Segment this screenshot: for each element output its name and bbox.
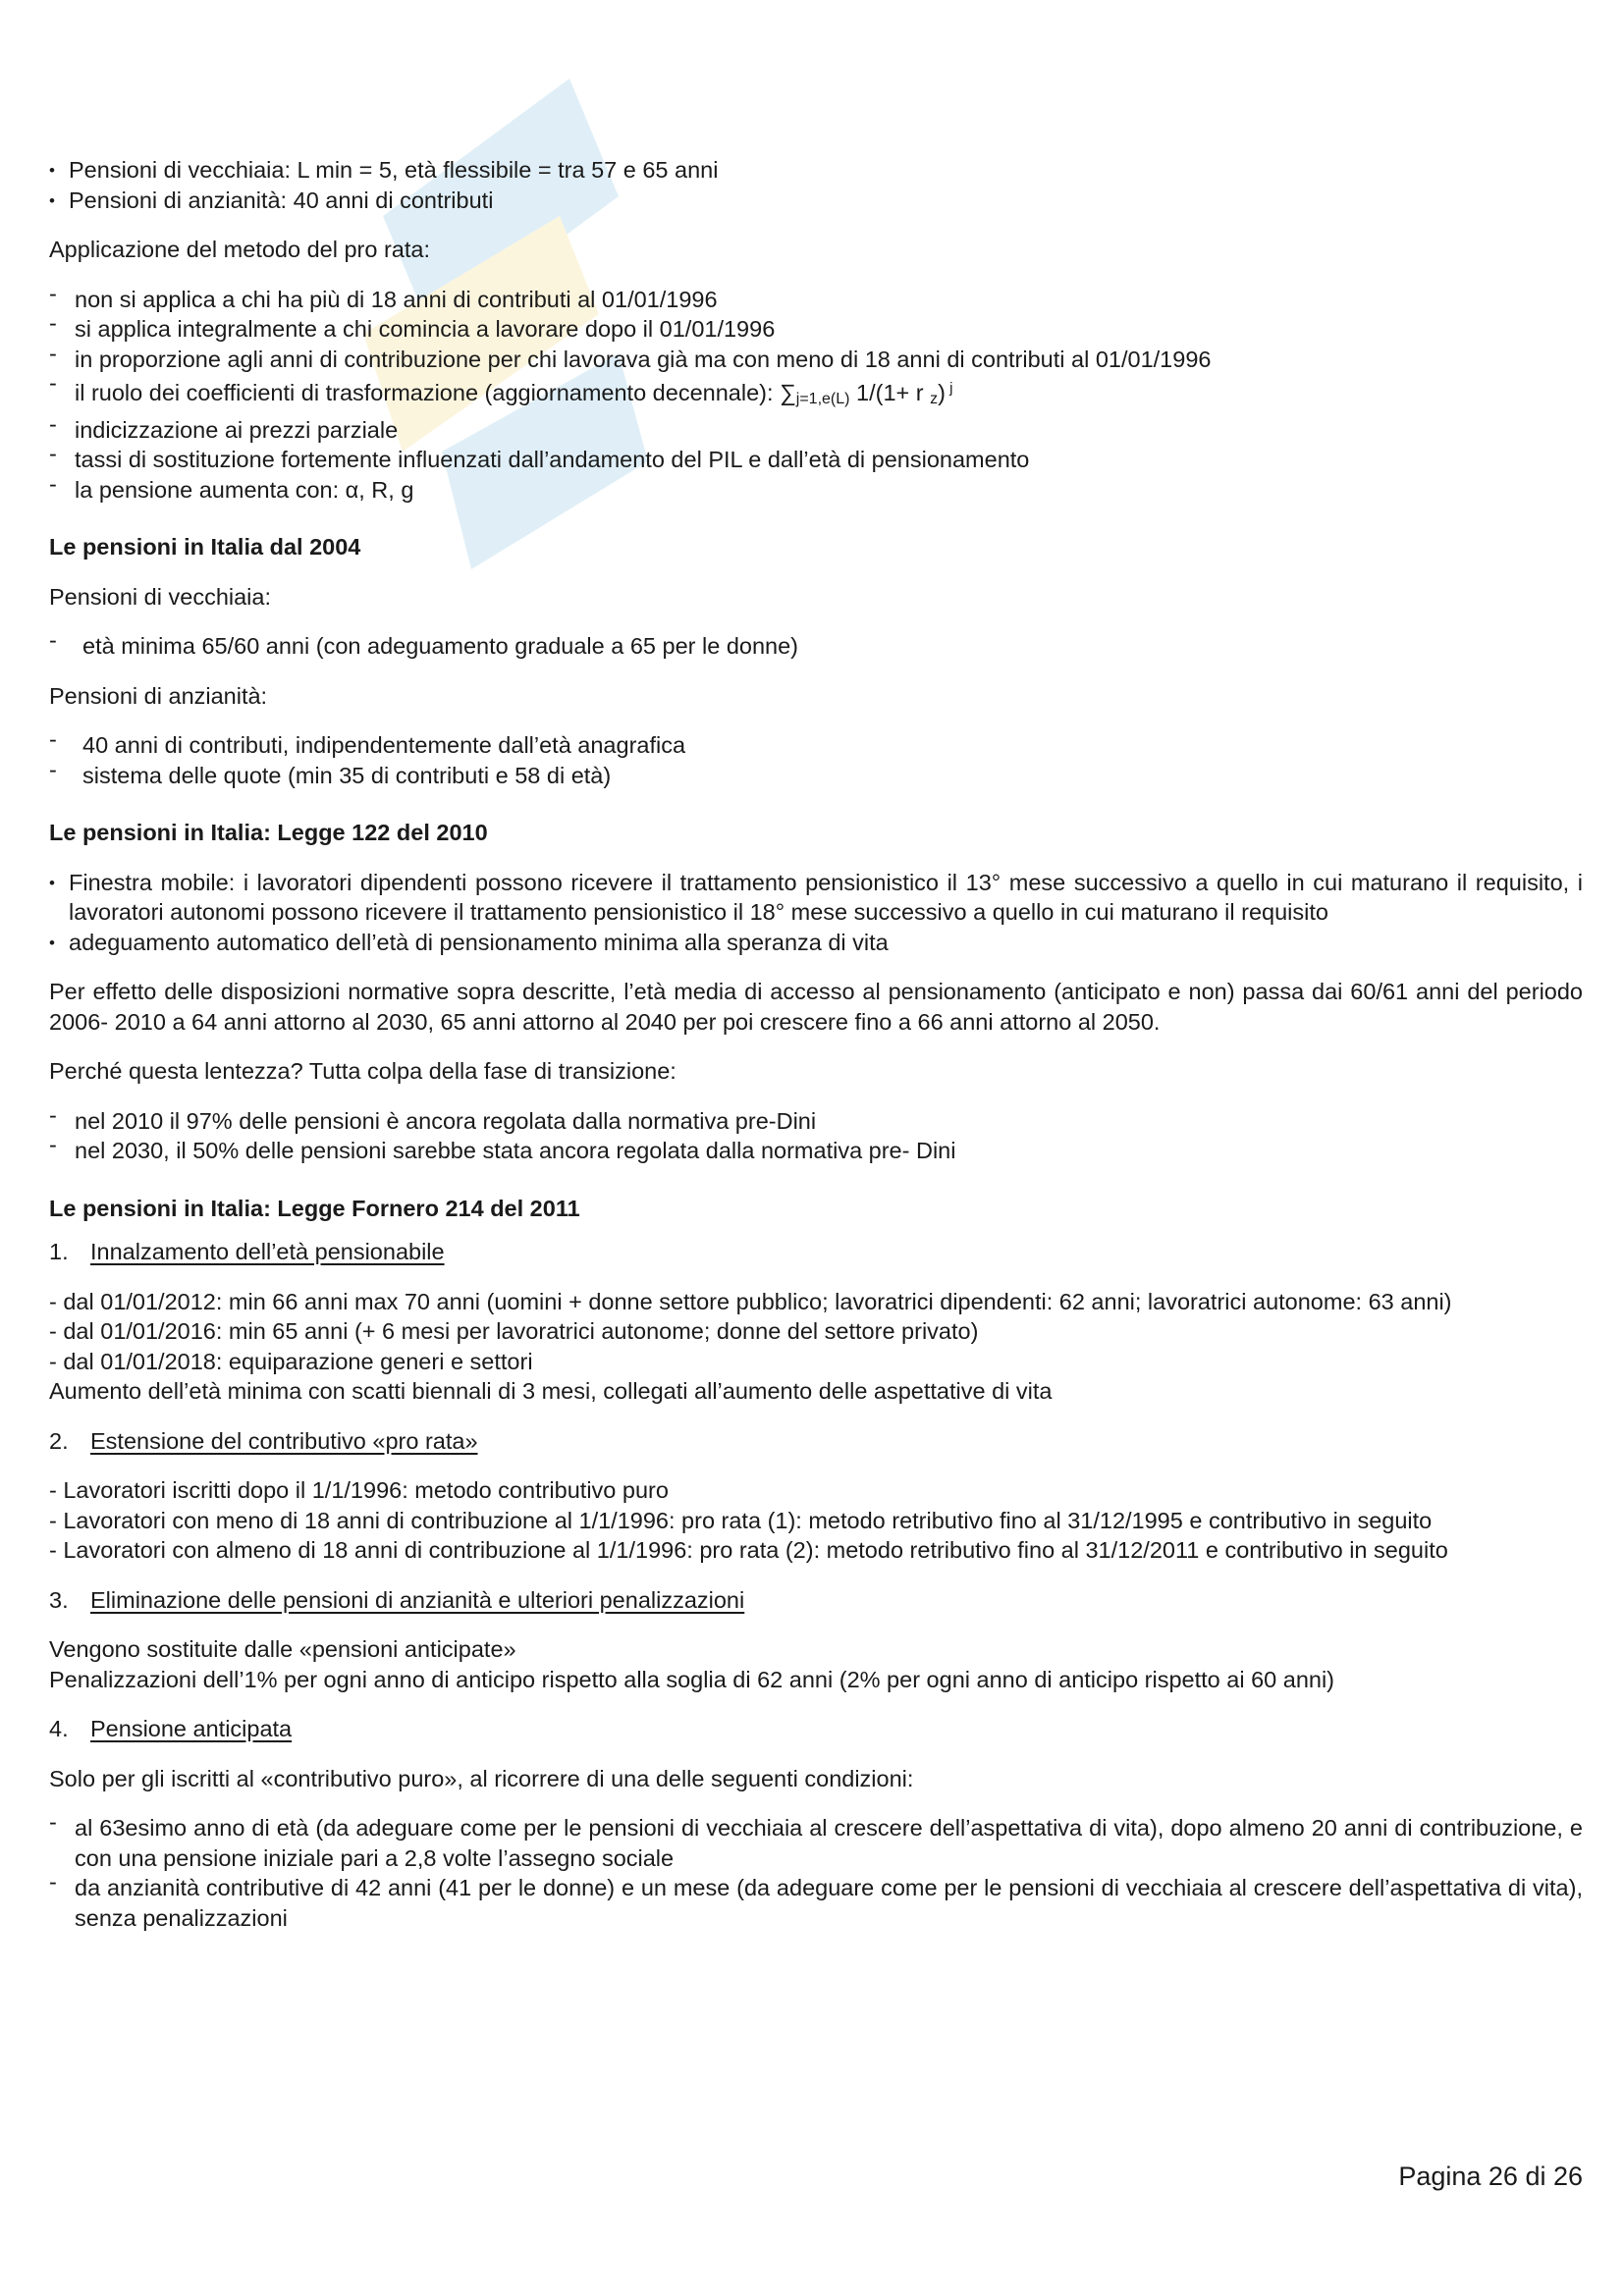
list-item: - sistema delle quote (min 35 di contributi e 58 di età): [49, 761, 1583, 791]
legge-2010-bullets: [49, 868, 1583, 958]
list-item: - in proporzione agli anni di contribuzione per chi lavorava già ma con meno di 18 anni di contributi al 01/01/1996: [49, 345, 1583, 375]
number-label: 4.: [49, 1716, 69, 1741]
coeff-sub-range: j=1,e(L): [795, 391, 850, 407]
numbered-heading-1: [49, 1237, 1583, 1267]
text-line: - dal 01/01/2016: min 65 anni (+ 6 mesi per lavoratrici autonome; donne del settore privato): [49, 1318, 979, 1344]
legge-2010-question: Perché questa lentezza? Tutta colpa della fase di transizione:: [49, 1058, 677, 1084]
page-number: Pagina 26 di 26: [1398, 2162, 1583, 2191]
anzianita-list: [49, 730, 1583, 790]
list-item: • Pensioni di vecchiaia: L min = 5, età flessibile = tra 57 e 65 anni: [49, 155, 1583, 186]
list-item: • Pensioni di anzianità: 40 anni di contributi: [49, 186, 1583, 216]
list-item: - si applica integralmente a chi comincia a lavorare dopo il 01/01/1996: [49, 314, 1583, 345]
number-label: 2.: [49, 1427, 69, 1454]
coeff-text: il ruolo dei coefficienti di trasformazione (aggiornamento decennale): ∑: [75, 380, 796, 405]
pro-rata-list: [49, 285, 1583, 506]
pro-rata-heading: Applicazione del metodo del pro rata:: [49, 237, 430, 262]
text-line: Aumento dell’età minima con scatti biennali di 3 mesi, collegati all’aumento delle aspettative di vita: [49, 1378, 1053, 1404]
numbered-heading-3: [49, 1585, 1583, 1616]
vecchiaia-list: [49, 631, 1583, 662]
list-item: - età minima 65/60 anni (con adeguamento graduale a 65 per le donne): [49, 631, 1583, 662]
coeff-formula: 1/(1+ r: [849, 380, 931, 405]
text-line: - Lavoratori iscritti dopo il 1/1/1996: metodo contributivo puro: [49, 1477, 669, 1503]
text-line: - dal 01/01/2018: equiparazione generi e settori: [49, 1348, 533, 1374]
numbered-heading-text: Pensione anticipata: [90, 1716, 293, 1741]
text-line: - Lavoratori con meno di 18 anni di contribuzione al 1/1/1996: pro rata (1): metodo retributivo fino al 31/12/1995 e contributivo in seguito: [49, 1507, 1433, 1533]
numbered-heading-text: Eliminazione delle pensioni di anzianità e ulteriori penalizzazioni: [90, 1586, 745, 1613]
list-item: - la pensione aumenta con: α, R, g: [49, 475, 1583, 506]
coeff-sup-j: j: [945, 380, 953, 397]
list-item: - indicizzazione ai prezzi parziale: [49, 415, 1583, 446]
list-item: - 40 anni di contributi, indipendentemente dall’età anagrafica: [49, 730, 1583, 761]
number-label: 3.: [49, 1586, 69, 1613]
section-title-2010: Le pensioni in Italia: Legge 122 del 2010: [49, 820, 488, 845]
anzianita-label: Pensioni di anzianità:: [49, 682, 268, 709]
pensione-anticipata-list: [49, 1813, 1583, 1933]
list-item: • adeguamento automatico dell’età di pensionamento minima alla speranza di vita: [49, 928, 1583, 958]
text-line: Penalizzazioni dell’1% per ogni anno di anticipo rispetto alla soglia di 62 anni (2% per ogni anno di anticipo rispetto ai 60 anni): [49, 1666, 1335, 1692]
coeff-sub-z: z: [930, 391, 939, 407]
section-title-2011: Le pensioni in Italia: Legge Fornero 214 del 2011: [49, 1195, 580, 1221]
document-page: [49, 155, 1583, 1933]
text-line: Vengono sostituite dalle «pensioni anticipate»: [49, 1636, 516, 1662]
legge-2010-list: [49, 1106, 1583, 1166]
list-item: - non si applica a chi ha più di 18 anni di contributi al 01/01/1996: [49, 285, 1583, 315]
coeff-close: ): [938, 380, 946, 405]
list-item: - al 63esimo anno di età (da adeguare come per le pensioni di vecchiaia al crescere dell’aspettativa di vita), dopo almeno 20 anni di contribuzione, e con una pensione iniziale pari a 2,8 volte l’assegno sociale: [49, 1813, 1583, 1873]
list-item: - da anzianità contributive di 42 anni (41 per le donne) e un mese (da adeguare come per le pensioni di vecchiaia al crescere dell’aspettativa di vita), senza penalizzazioni: [49, 1873, 1583, 1933]
numbered-heading-text: Estensione del contributivo «pro rata»: [90, 1427, 478, 1454]
legge-2010-paragraph: Per effetto delle disposizioni normative sopra descritte, l’età media di accesso al pensionamento (anticipato e non) passa dai 60/61 anni del periodo 2006- 2010 a 64 anni attorno al 2030, 65 anni attorno al 2040 per poi crescere fino a 66 anni attorno al 2050.: [49, 979, 1583, 1035]
list-item-coefficients: [49, 374, 1583, 415]
list-item: • Finestra mobile: i lavoratori dipendenti possono ricevere il trattamento pensionistico il 13° mese successivo a quello in cui maturano il requisito, i lavoratori autonomi possono ricevere il trattamento pensionistico il 18° mese successivo a quello in cui maturano il requisito: [49, 868, 1583, 928]
numbered-heading-2: [49, 1426, 1583, 1457]
numbered-heading-4: [49, 1714, 1583, 1744]
list-item: - nel 2030, il 50% delle pensioni sarebbe stata ancora regolata dalla normativa pre- Dini: [49, 1136, 1583, 1166]
number-label: 1.: [49, 1239, 69, 1264]
section-title-2004: Le pensioni in Italia dal 2004: [49, 534, 361, 560]
text-line: - dal 01/01/2012: min 66 anni max 70 anni (uomini + donne settore pubblico; lavoratrici dipendenti: 62 anni; lavoratrici autonome: 63 anni): [49, 1288, 1452, 1314]
numbered-heading-text: Innalzamento dell’età pensionabile: [90, 1239, 445, 1264]
text-line: - Lavoratori con almeno di 18 anni di contribuzione al 1/1/1996: pro rata (2): metodo retributivo fino al 31/12/2011 e contributivo in seguito: [49, 1537, 1448, 1563]
pensione-anticipata-intro: Solo per gli iscritti al «contributivo puro», al ricorrere di una delle seguenti condizioni:: [49, 1765, 914, 1791]
vecchiaia-label: Pensioni di vecchiaia:: [49, 583, 271, 610]
intro-bullet-list: [49, 155, 1583, 215]
list-item: - tassi di sostituzione fortemente influenzati dall’andamento del PIL e dall’età di pensionamento: [49, 445, 1583, 475]
list-item: - nel 2010 il 97% delle pensioni è ancora regolata dalla normativa pre-Dini: [49, 1106, 1583, 1137]
